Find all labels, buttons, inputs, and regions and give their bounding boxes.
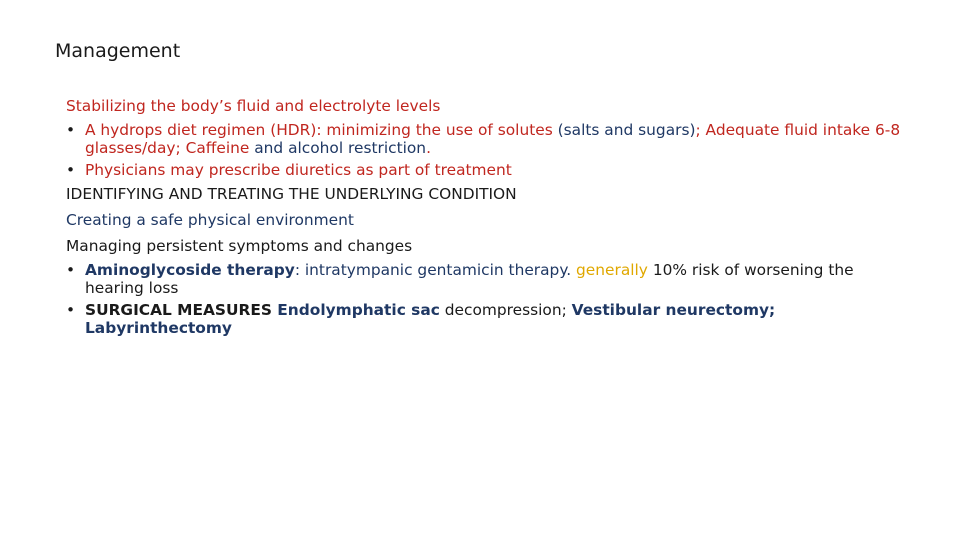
bullet-aminoglycoside [66, 261, 916, 297]
slide-title: Management [55, 40, 181, 62]
surgical-neurectomy: Vestibular neurectomy; Labyrinthectomy [85, 301, 776, 337]
hdr-text-2: (salts and sugars) [557, 121, 696, 139]
heading-persistent-symptoms: Managing persistent symptoms and changes [66, 237, 413, 255]
heading-underlying-condition: IDENTIFYING AND TREATING THE UNDERLYING CONDITION [66, 185, 517, 203]
bullet-surgical [66, 301, 916, 337]
bullet-dot: • [66, 121, 76, 139]
hdr-text-3: ; Adequate fluid intake 6-8 glasses/day; Caffeine [85, 121, 901, 157]
bullet-dot: • [66, 161, 76, 179]
amino-bold: Aminoglycoside therapy [85, 261, 295, 279]
bullet-dot: • [66, 301, 76, 319]
diuretics-text: Physicians may prescribe diuretics as part of treatment [85, 161, 512, 179]
heading-safe-environment: Creating a safe physical environment [66, 211, 354, 229]
bullet-diuretics [66, 161, 916, 179]
heading-fluid-electrolyte: Stabilizing the body’s fluid and electrolyte levels [66, 97, 441, 115]
content-body [66, 95, 916, 341]
bullet-hydrops-diet [66, 121, 916, 157]
surgical-decompression: decompression; [439, 301, 572, 319]
surgical-label: SURGICAL MEASURES [85, 301, 278, 319]
hdr-text-5: . [426, 139, 431, 157]
amino-text-2: : intratympanic gentamicin therapy. [294, 261, 577, 279]
bullet-dot: • [66, 261, 76, 279]
surgical-endolymphatic: Endolymphatic sac [277, 301, 440, 319]
amino-text-4: 10% risk of worsening the hearing loss [85, 261, 854, 297]
amino-generally: generally [576, 261, 648, 279]
hdr-text-1: A hydrops diet regimen (HDR): minimizing the use of solutes [85, 121, 558, 139]
hdr-text-4: and alcohol restriction [254, 139, 427, 157]
